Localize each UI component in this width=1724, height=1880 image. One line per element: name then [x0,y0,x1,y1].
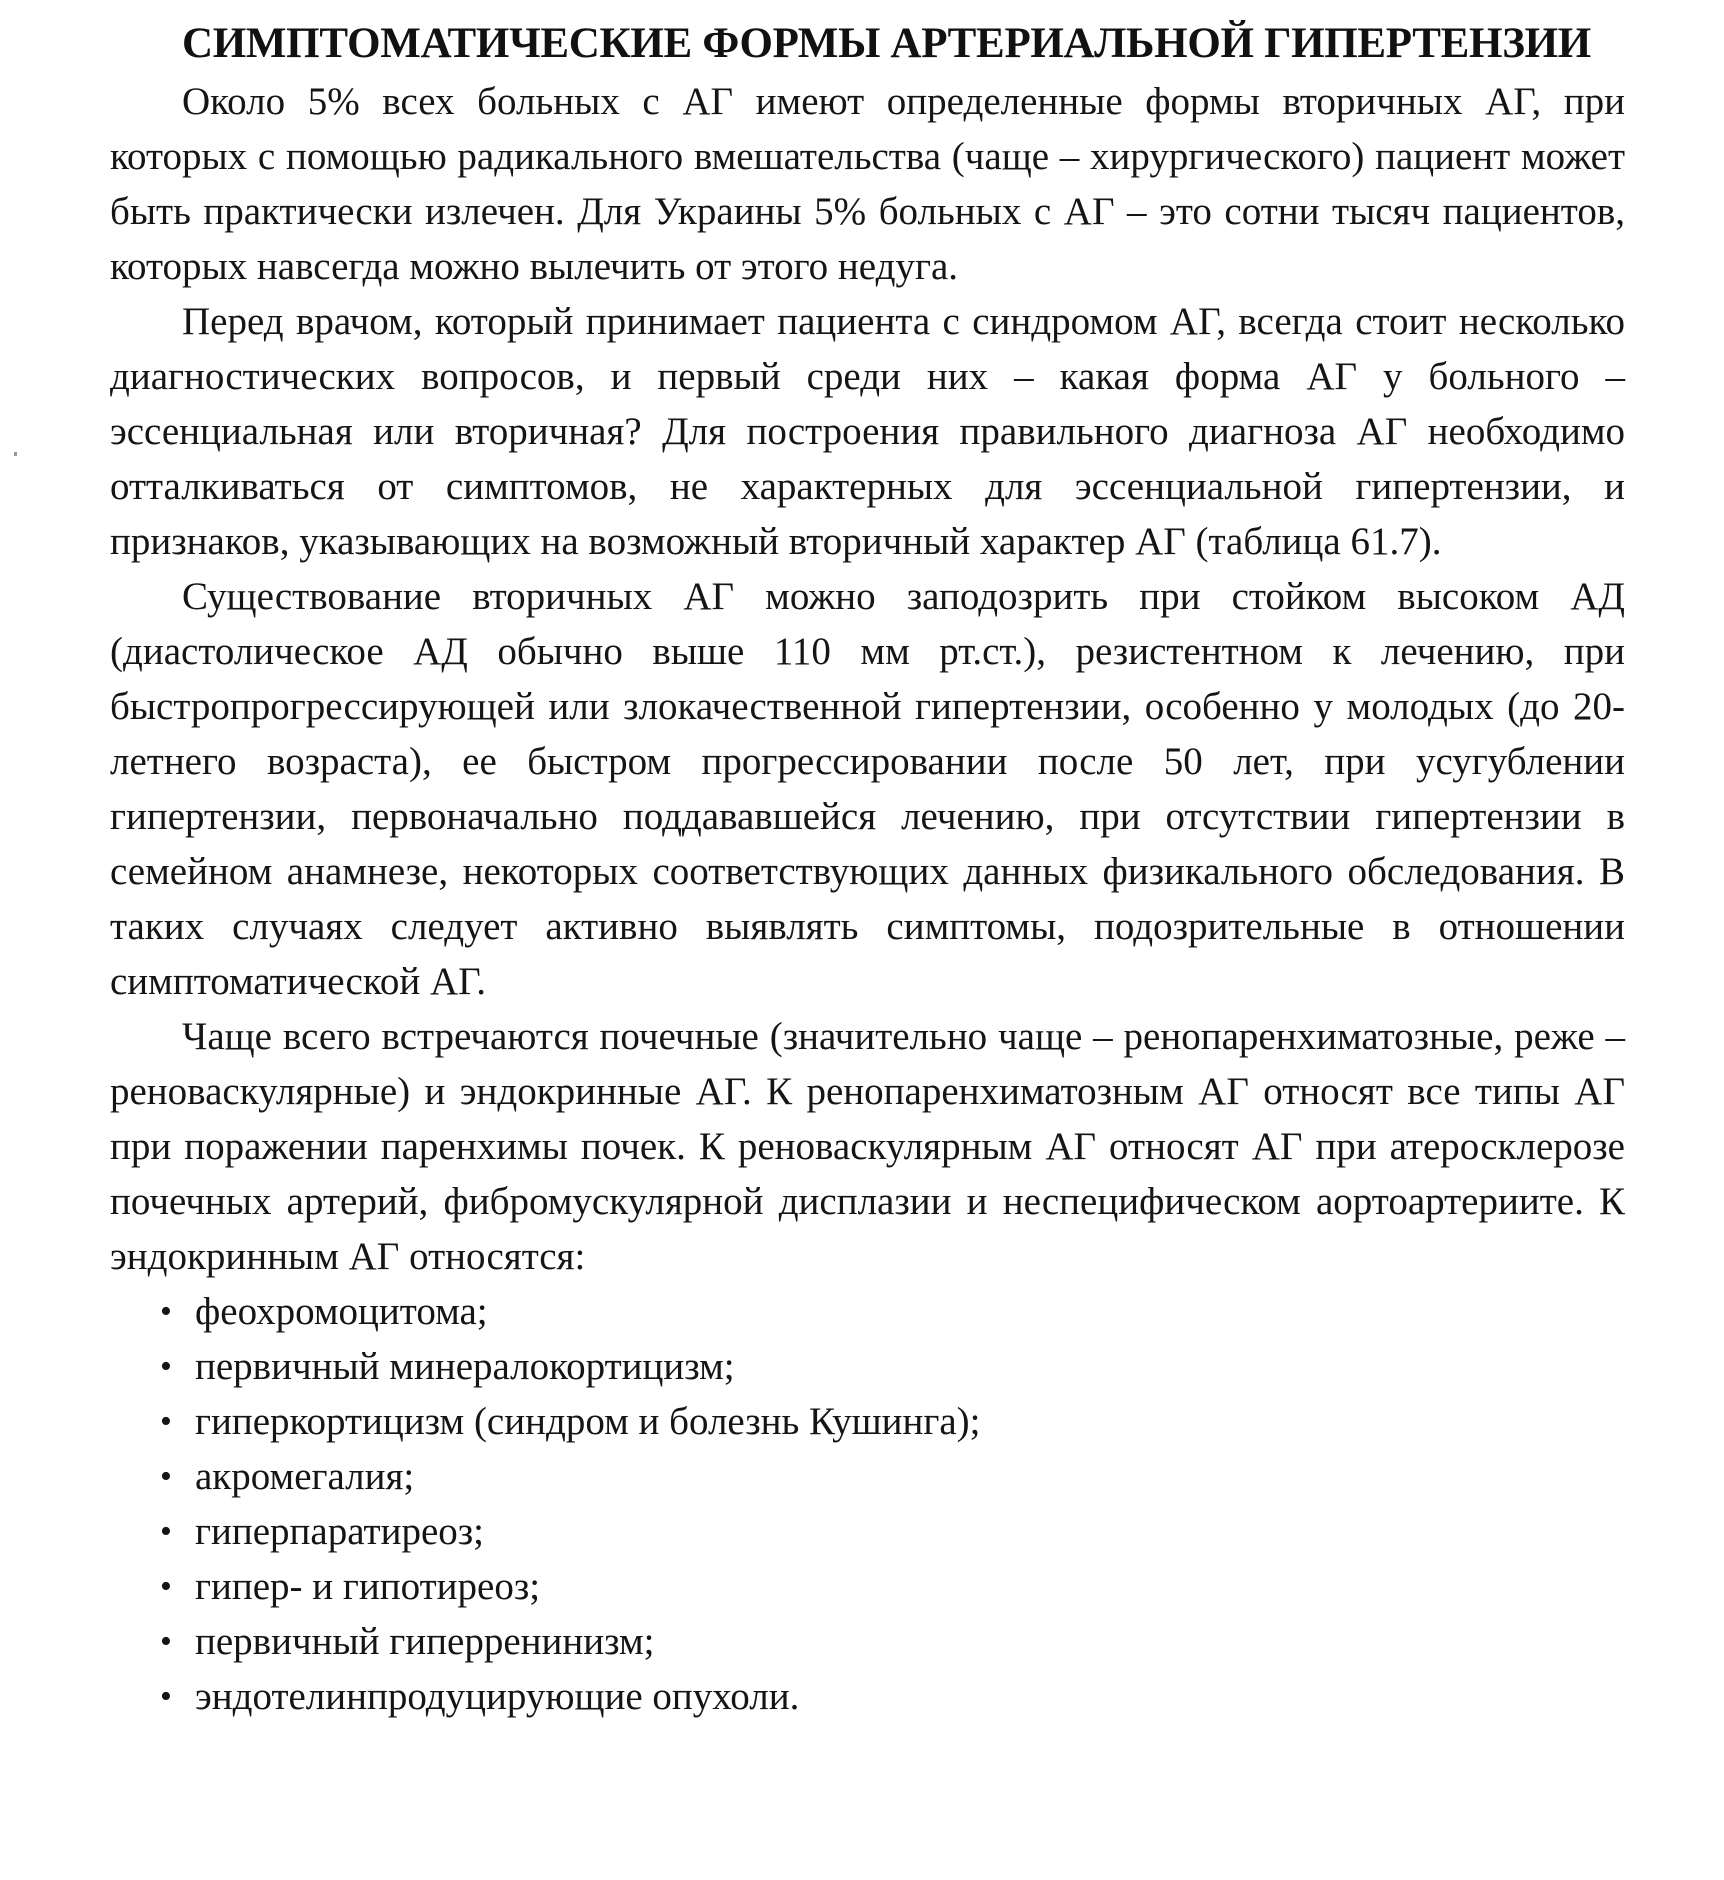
list-item: • гиперкортицизм (синдром и болезнь Кушинга); [160,1394,1625,1449]
section-heading: СИМПТОМАТИЧЕСКИЕ ФОРМЫ АРТЕРИАЛЬНОЙ ГИПЕРТЕНЗИИ [182,20,1591,67]
bullet-icon: • [160,1458,172,1495]
list-item: • эндотелинпродуцирующие опухоли. [160,1669,1625,1724]
paragraph-suspicion-criteria: Существование вторичных АГ можно заподозрить при стойком высоком АД (диастолическое АД обычно выше 110 мм рт.ст.), резистентном к лечению, при быстропрогрессирующей или злокачественной гипертензии, особенно у молодых (до 20-летнего возраста), ее быстром прогрессировании после 50 лет, при усугублении гипертензии, первоначально поддававшейся лечению, при отсутствии гипертензии в семейном анамнезе, некоторых соответствующих данных физикального обследования. В таких случаях следует активно выявлять симптомы, подозрительные в отношении симптоматической АГ. [110,575,1625,1003]
bullet-icon: • [160,1623,172,1660]
list-item: • феохромоцитома; [160,1284,1625,1339]
bullet-icon: • [160,1293,172,1330]
paragraph-diagnostic-questions: Перед врачом, который принимает пациента с синдромом АГ, всегда стоит несколько диагностических вопросов, и первый среди них – какая форма АГ у больного – эссенциальная или вторичная? Для построения правильного диагноза АГ необходимо отталкиваться от симптомов, не характерных для эссенциальной гипертензии, и признаков, указывающих на возможный вторичный характер АГ (таблица 61.7). [110,300,1625,563]
paragraph-renal-endocrine-forms: Чаще всего встречаются почечные (значительно чаще – ренопаренхиматозные, реже – реноваскулярные) и эндокринные АГ. К ренопаренхиматозным АГ относят все типы АГ при поражении паренхимы почек. К реноваскулярным АГ относят АГ при атеросклерозе почечных артерий, фибромускулярной дисплазии и неспецифическом аортоартериите. К эндокринным АГ относятся: [110,1015,1625,1278]
list-item: • акромегалия; [160,1449,1625,1504]
paragraph-secondary-forms-prevalence: Около 5% всех больных с АГ имеют определенные формы вторичных АГ, при которых с помощью радикального вмешательства (чаще – хирургического) пациент может быть практически излечен. Для Украины 5% больных с АГ – это сотни тысяч пациентов, которых навсегда можно вылечить от этого недуга. [110,80,1625,288]
bullet-icon: • [160,1403,172,1440]
list-item: • гиперпаратиреоз; [160,1504,1625,1559]
bullet-icon: • [160,1678,172,1715]
list-item: • первичный минералокортицизм; [160,1339,1625,1394]
bullet-icon: • [160,1348,172,1385]
list-item: • первичный гиперренинизм; [160,1614,1625,1669]
scan-speck [14,452,17,456]
endocrine-causes-list [110,1284,1625,1724]
bullet-icon: • [160,1513,172,1550]
bullet-icon: • [160,1568,172,1605]
list-item: • гипер- и гипотиреоз; [160,1559,1625,1614]
document-page [110,14,1625,1724]
